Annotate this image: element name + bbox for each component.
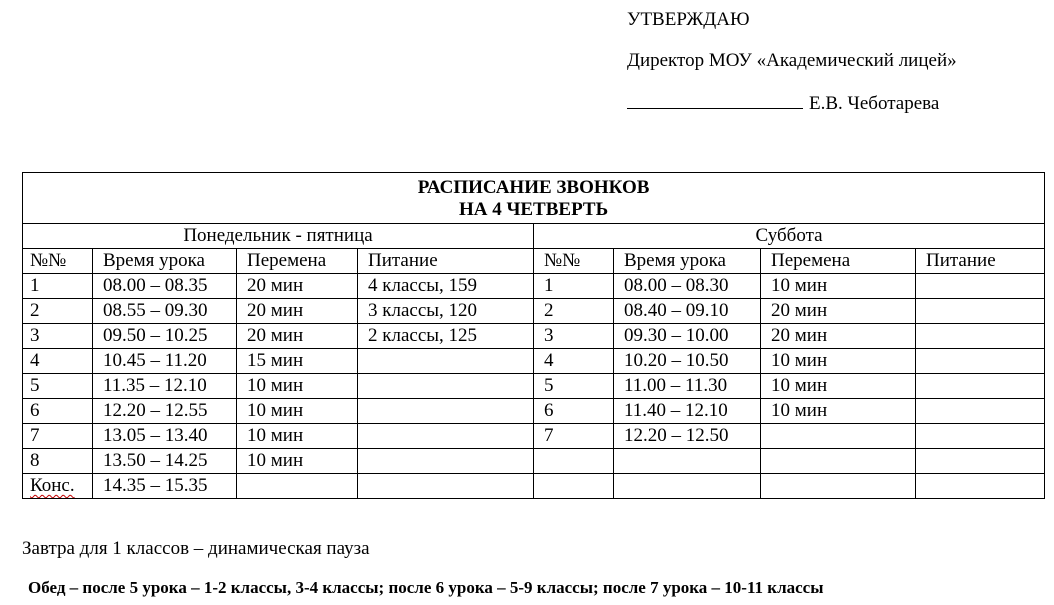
saturday-header: Суббота — [534, 224, 1045, 249]
saturday-break-header: Перемена — [761, 249, 916, 274]
weekday-lesson-number: 2 — [23, 299, 93, 324]
weekday-lesson-number: 6 — [23, 399, 93, 424]
weekday-lesson-number: 8 — [23, 449, 93, 474]
saturday-meal — [916, 374, 1045, 399]
saturday-break: 10 мин — [761, 399, 916, 424]
table-row — [23, 424, 1045, 449]
weekday-lesson-time: 08.00 – 08.35 — [93, 274, 237, 299]
saturday-break — [761, 474, 916, 499]
saturday-num-header: №№ — [534, 249, 614, 274]
weekday-lesson-number: 4 — [23, 349, 93, 374]
weekday-lesson-time: 13.50 – 14.25 — [93, 449, 237, 474]
signature-name: Е.В. Чеботарева — [809, 93, 940, 114]
weekday-meal — [358, 474, 534, 499]
saturday-break: 20 мин — [761, 324, 916, 349]
table-row — [23, 399, 1045, 424]
table-title-line2: НА 4 ЧЕТВЕРТЬ — [458, 199, 609, 220]
consultation-label: Конс. — [30, 475, 75, 496]
saturday-food-header: Питание — [916, 249, 1045, 274]
saturday-break: 20 мин — [761, 299, 916, 324]
saturday-lesson-time: 08.00 – 08.30 — [614, 274, 761, 299]
saturday-lesson-time — [614, 449, 761, 474]
saturday-lesson-time — [614, 474, 761, 499]
weekday-lesson-time: 13.05 – 13.40 — [93, 424, 237, 449]
weekday-break: 10 мин — [237, 374, 358, 399]
weekday-time-header: Время урока — [93, 249, 237, 274]
weekday-break: 20 мин — [237, 299, 358, 324]
signature-line — [627, 90, 1047, 131]
director-title: Директор МОУ «Академический лицей» — [627, 50, 957, 71]
weekday-num-header: №№ — [23, 249, 93, 274]
saturday-lesson-number — [534, 449, 614, 474]
weekday-meal: 3 классы, 120 — [358, 299, 534, 324]
weekday-lesson-time: 12.20 – 12.55 — [93, 399, 237, 424]
table-row — [23, 324, 1045, 349]
weekday-lesson-time: 09.50 – 10.25 — [93, 324, 237, 349]
saturday-lesson-time: 08.40 – 09.10 — [614, 299, 761, 324]
saturday-meal — [916, 449, 1045, 474]
saturday-break: 10 мин — [761, 349, 916, 374]
weekday-break: 10 мин — [237, 449, 358, 474]
table-row — [23, 349, 1045, 374]
saturday-lesson-time: 12.20 – 12.50 — [614, 424, 761, 449]
breakfast-note: Завтра для 1 классов – динамическая пауза — [22, 538, 370, 559]
title-row — [23, 173, 1045, 224]
saturday-lesson-number — [534, 474, 614, 499]
weekday-lesson-number: 3 — [23, 324, 93, 349]
saturday-time-header: Время урока — [614, 249, 761, 274]
approval-title: УТВЕРЖДАЮ — [627, 9, 750, 30]
saturday-meal — [916, 299, 1045, 324]
group-header-row — [23, 224, 1045, 249]
weekday-lesson-number: 5 — [23, 374, 93, 399]
weekday-meal — [358, 374, 534, 399]
bell-schedule-table — [22, 172, 1045, 499]
weekday-lesson-time: 11.35 – 12.10 — [93, 374, 237, 399]
saturday-break: 10 мин — [761, 274, 916, 299]
weekday-lesson-number: 1 — [23, 274, 93, 299]
weekday-break: 10 мин — [237, 424, 358, 449]
column-header-row — [23, 249, 1045, 274]
weekday-lesson-time: 10.45 – 11.20 — [93, 349, 237, 374]
saturday-lesson-time: 11.40 – 12.10 — [614, 399, 761, 424]
saturday-break — [761, 424, 916, 449]
weekday-meal — [358, 424, 534, 449]
saturday-lesson-number: 6 — [534, 399, 614, 424]
weekday-food-header: Питание — [358, 249, 534, 274]
weekday-lesson-number: 7 — [23, 424, 93, 449]
saturday-meal — [916, 349, 1045, 374]
saturday-break: 10 мин — [761, 374, 916, 399]
signature-blank — [627, 90, 803, 109]
table-row — [23, 474, 1045, 499]
saturday-meal — [916, 424, 1045, 449]
saturday-meal — [916, 474, 1045, 499]
approval-block — [627, 8, 1047, 131]
weekday-break: 20 мин — [237, 324, 358, 349]
table-title-line1: РАСПИСАНИЕ ЗВОНКОВ — [417, 177, 650, 198]
weekday-lesson-time: 14.35 – 15.35 — [93, 474, 237, 499]
table-row — [23, 299, 1045, 324]
saturday-lesson-number: 1 — [534, 274, 614, 299]
saturday-lesson-number: 4 — [534, 349, 614, 374]
saturday-lesson-time: 11.00 – 11.30 — [614, 374, 761, 399]
table-row — [23, 374, 1045, 399]
saturday-lesson-time: 10.20 – 10.50 — [614, 349, 761, 374]
weekday-meal: 2 классы, 125 — [358, 324, 534, 349]
weekday-break-header: Перемена — [237, 249, 358, 274]
saturday-meal — [916, 399, 1045, 424]
saturday-break — [761, 449, 916, 474]
weekday-break: 20 мин — [237, 274, 358, 299]
weekday-lesson-time: 08.55 – 09.30 — [93, 299, 237, 324]
weekday-break — [237, 474, 358, 499]
saturday-lesson-number: 3 — [534, 324, 614, 349]
saturday-meal — [916, 324, 1045, 349]
weekday-header: Понедельник - пятница — [23, 224, 534, 249]
saturday-meal — [916, 274, 1045, 299]
weekday-meal: 4 классы, 159 — [358, 274, 534, 299]
saturday-lesson-number: 5 — [534, 374, 614, 399]
weekday-meal — [358, 449, 534, 474]
lunch-note: Обед – после 5 урока – 1-2 классы, 3-4 классы; после 6 урока – 5-9 классы; после 7 урока – 10-11 классы — [28, 578, 824, 597]
saturday-lesson-time: 09.30 – 10.00 — [614, 324, 761, 349]
weekday-meal — [358, 399, 534, 424]
table-row — [23, 274, 1045, 299]
table-title — [23, 173, 1045, 224]
weekday-break: 15 мин — [237, 349, 358, 374]
weekday-break: 10 мин — [237, 399, 358, 424]
weekday-lesson-number — [23, 474, 93, 499]
saturday-lesson-number: 2 — [534, 299, 614, 324]
saturday-lesson-number: 7 — [534, 424, 614, 449]
table-row — [23, 449, 1045, 474]
weekday-meal — [358, 349, 534, 374]
